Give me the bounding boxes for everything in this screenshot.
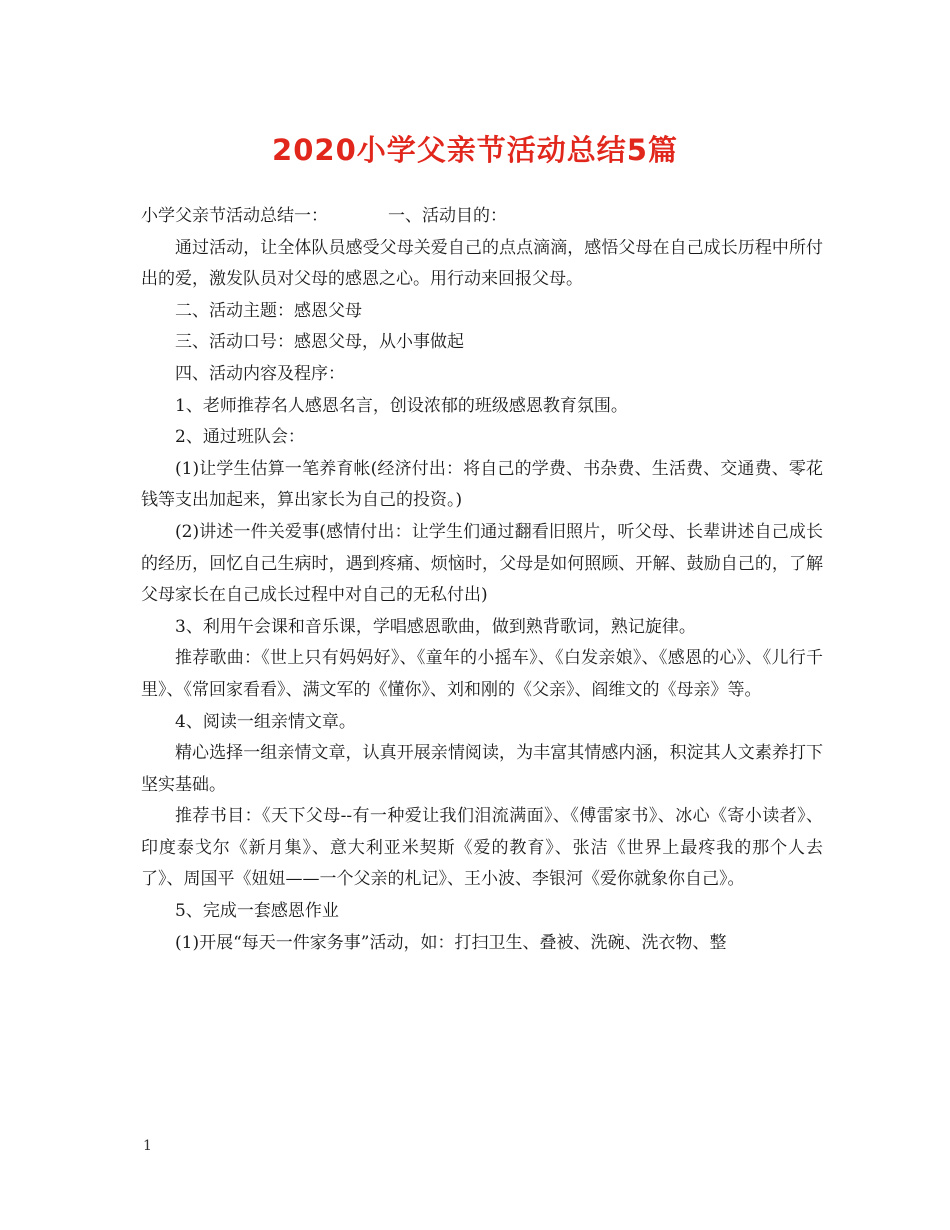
activity-purpose-heading: 一、活动目的： — [388, 206, 507, 226]
section-heading-one: 小学父亲节活动总结一： — [141, 206, 328, 226]
paragraph: 3、利用午会课和音乐课，学唱感恩歌曲，做到熟背歌词，熟记旋律。 — [175, 616, 696, 637]
paragraph: 推荐歌曲：《世上只有妈妈好》、《童年的小摇车》、《白发亲娘》、《感恩的心》、《儿行千里》、《常回家看看》、满文军的《懂你》、刘和刚的《父亲》、阎维文的《母亲》等。 — [141, 648, 823, 700]
paragraph: 1、老师推荐名人感恩名言，创设浓郁的班级感恩教育氛围。 — [175, 395, 628, 416]
page-number: 1 — [143, 1138, 152, 1154]
paragraph: 三、活动口号：感恩父母，从小事做起 — [175, 332, 464, 353]
paragraph: (1)让学生估算一笔养育帐(经济付出：将自己的学费、书杂费、生活费、交通费、零花钱等支出加起来，算出家长为自己的投资。) — [141, 458, 823, 511]
paragraph: 推荐书目：《天下父母--有一种爱让我们泪流满面》、《傅雷家书》、冰心《寄小读者》、印度泰戈尔《新月集》、意大利亚米契斯《爱的教育》、张洁《世界上最疼我的那个人去了》、周国平《妞妞——一个父亲的札记》、王小波、李银河《爱你就象你自己》。 — [141, 806, 823, 890]
paragraph: 5、完成一套感恩作业 — [175, 901, 339, 922]
first-line — [141, 201, 823, 233]
paragraph: (1)开展“每天一件家务事”活动，如：打扫卫生、叠被、洗碗、洗衣物、整 — [175, 932, 727, 953]
paragraph: 二、活动主题：感恩父母 — [175, 300, 362, 321]
document-title: 2020小学父亲节活动总结5篇 — [272, 133, 678, 167]
paragraph: 四、活动内容及程序： — [175, 363, 345, 384]
paragraph: 4、阅读一组亲情文章。 — [175, 711, 356, 732]
document-body — [141, 201, 823, 959]
paragraph: 通过活动，让全体队员感受父母关爱自己的点点滴滴，感悟父母在自己成长历程中所付出的爱，激发队员对父母的感恩之心。用行动来回报父母。 — [141, 237, 823, 290]
paragraph: 精心选择一组亲情文章，认真开展亲情阅读，为丰富其情感内涵，积淀其人文素养打下坚实基础。 — [141, 743, 823, 795]
paragraph: (2)讲述一件关爱事(感情付出：让学生们通过翻看旧照片，听父母、长辈讲述自己成长的经历，回忆自己生病时，遇到疼痛、烦恼时，父母是如何照顾、开解、鼓励自己的，了解父母家长在自己成长过程中对自己的无私付出) — [141, 521, 823, 606]
paragraph: 2、通过班队会： — [175, 427, 305, 448]
